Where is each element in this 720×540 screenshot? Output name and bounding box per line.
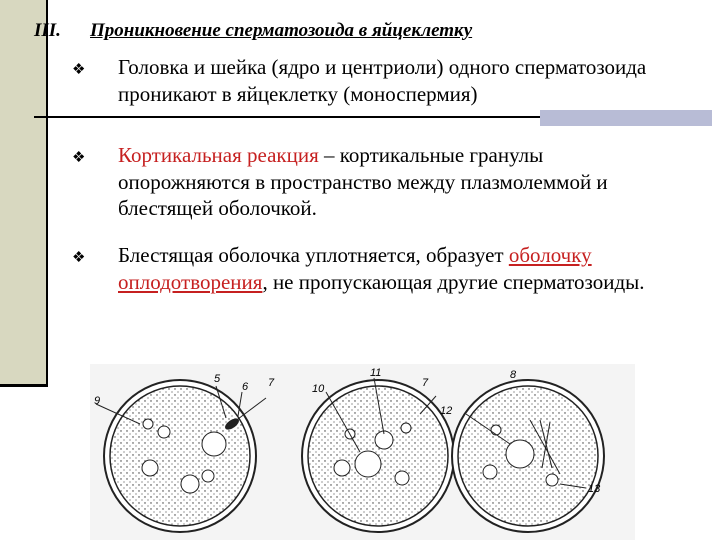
bullet-2-text [118,142,678,222]
left-edge-line [46,0,48,387]
figure-label-7: 7 [268,377,275,389]
slide-title: Проникновение сперматозоида в яйцеклетку [90,20,473,41]
bullet-2-body: – кортикальные гранулы опорожняются в пространство между плазмолеммой и блестящей оболочкой. [118,143,608,220]
figure-label-6: 6 [242,381,249,393]
left-decorative-band [0,0,46,384]
bullet-1-text [118,54,678,107]
figure-label-11: 11 [370,367,382,379]
figure-label-13: 13 [588,483,601,495]
diamond-bullet-icon: ❖ [72,250,86,266]
accent-bar [540,110,712,126]
figure-label-8: 8 [510,369,517,381]
figure-label-7b: 7 [422,377,429,389]
left-band-rule [0,384,46,387]
egg-cell-2 [302,378,454,532]
diamond-bullet-icon: ❖ [72,62,86,78]
bullet-3-body-start: Блестящая оболочка уплотняется, образует [118,243,509,267]
diamond-bullet-icon: ❖ [72,150,86,166]
figure-label-5: 5 [214,373,221,385]
egg-cell-3 [452,380,604,532]
bullet-1-body: Головка и шейка (ядро и центриоли) одного сперматозоида проникают в яйцеклетку (моноспермия) [118,55,647,106]
figure-label-12: 12 [440,405,453,417]
bullet-3-highlight: оболочку оплодотворения [118,243,592,294]
bullet-2-highlight: Кортикальная реакция [118,143,319,167]
figure-label-9: 9 [94,395,101,407]
horizontal-rule [34,116,540,118]
section-number: III. [34,20,61,41]
figure-label-10: 10 [312,383,325,395]
bullet-3-text [118,242,678,295]
bullet-3-body-end: , не пропускающая другие сперматозоиды. [262,269,645,294]
fertilization-illustration [90,364,635,540]
